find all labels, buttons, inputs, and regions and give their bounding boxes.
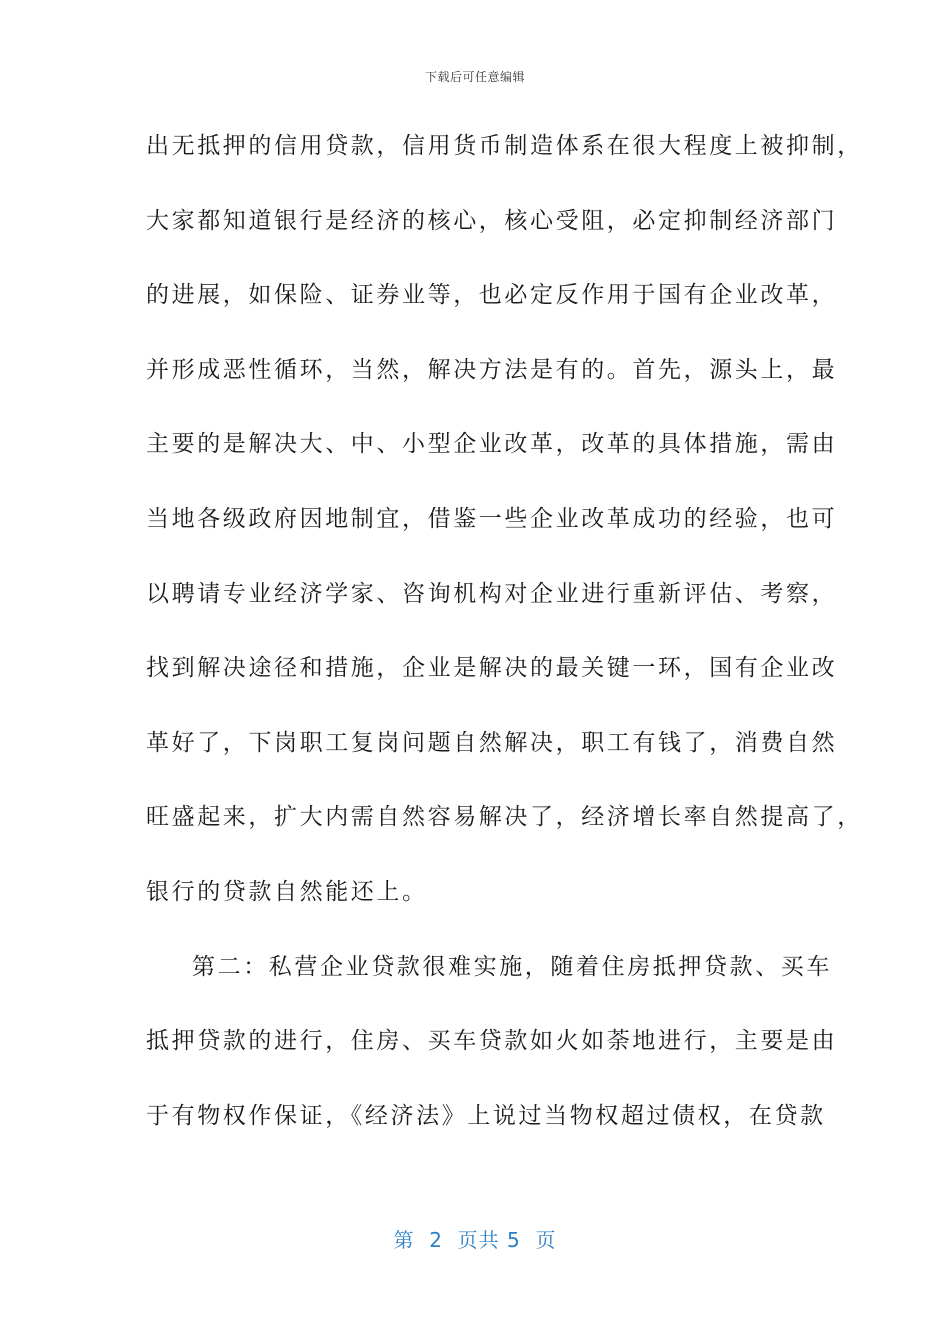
document-body bbox=[146, 120, 863, 1164]
text-line: 抵押贷款的进行，住房、买车贷款如火如荼地进行，主要是由 bbox=[146, 1028, 838, 1055]
text-line: 当地各级政府因地制宜，借鉴一些企业改革成功的经验，也可 bbox=[146, 505, 838, 532]
text-line: 并形成恶性循环，当然，解决方法是有的。首先，源头上，最 bbox=[146, 356, 838, 383]
text-line: 出无抵押的信用贷款，信用货币制造体系在很大程度上被抑制， bbox=[146, 133, 863, 159]
text-line: 主要的是解决大、中、小型企业改革，改革的具体措施，需由 bbox=[146, 431, 838, 458]
page-header-note: 下载后可任意编辑 bbox=[424, 70, 525, 84]
text-line: 的进展，如保险、证券业等，也必定反作用于国有企业改革， bbox=[146, 282, 838, 309]
text-line: 银行的贷款自然能还上。 bbox=[146, 878, 428, 905]
text-line: 旺盛起来，扩大内需自然容易解决了，经济增长率自然提高了， bbox=[146, 804, 863, 831]
page-number: 第 2 页共 5 页 bbox=[393, 1228, 557, 1252]
text-line: 于有物权作保证，《经济法》上说过当物权超过债权，在贷款 bbox=[146, 1102, 826, 1129]
paragraph-start-line: 第二：私营企业贷款很难实施，随着住房抵押贷款、买车 bbox=[192, 953, 832, 980]
text-line: 革好了，下岗职工复岗问题自然解决，职工有钱了，消费自然 bbox=[146, 729, 838, 756]
text-line: 以聘请专业经济学家、咨询机构对企业进行重新评估、考察， bbox=[146, 580, 838, 607]
text-line: 找到解决途径和措施，企业是解决的最关键一环，国有企业改 bbox=[146, 655, 838, 682]
text-line: 大家都知道银行是经济的核心，核心受阻，必定抑制经济部门 bbox=[146, 207, 838, 234]
